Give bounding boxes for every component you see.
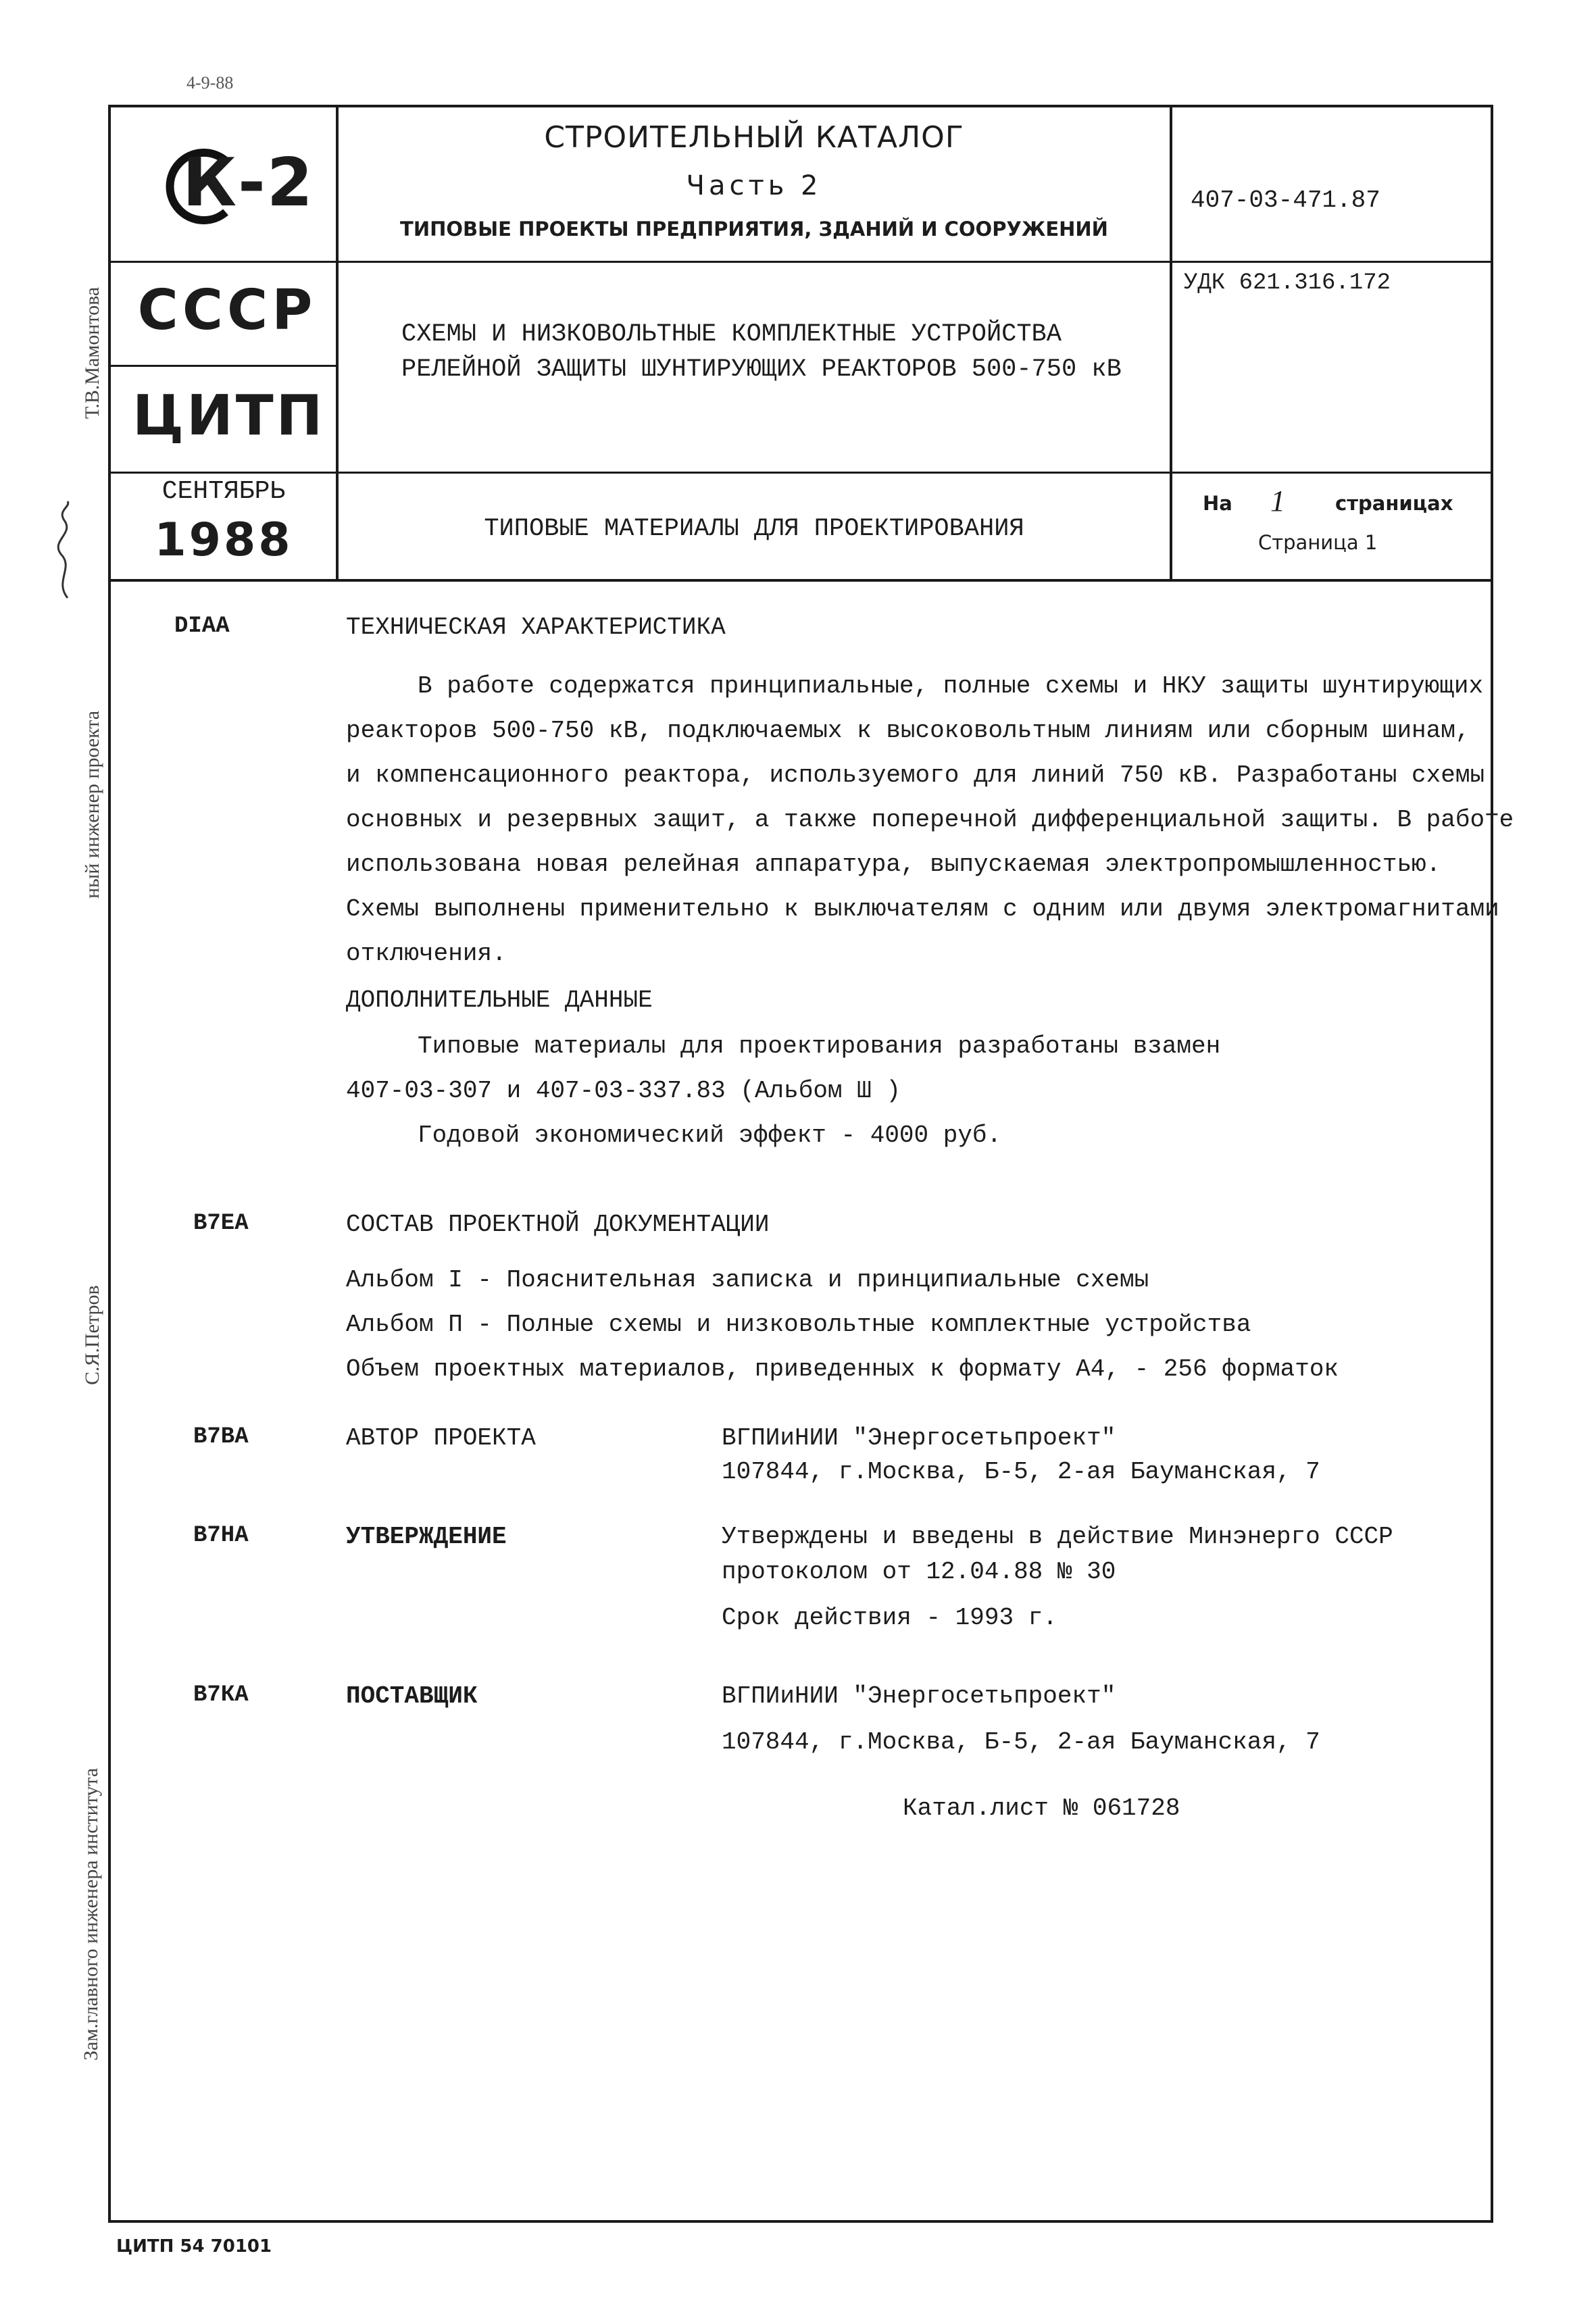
footer-code: ЦИТП 54 70101 xyxy=(116,2236,272,2257)
author-code: В7ВА xyxy=(193,1424,249,1450)
margin-note-top: Т.В.Мамонтова xyxy=(81,286,103,419)
supplier-heading: ПОСТАВЩИК xyxy=(346,1682,478,1710)
doc-title-line2: РЕЛЕЙНОЙ ЗАЩИТЫ ШУНТИРУЮЩИХ РЕАКТОРОВ 500-750 кВ xyxy=(401,355,1122,384)
tech-line: и компенсационного реактора, используемого для линий 750 кВ. Разработаны схемы xyxy=(346,761,1485,789)
catalog-title: СТРОИТЕЛЬНЫЙ КАТАЛОГ xyxy=(544,120,964,155)
author-heading: АВТОР ПРОЕКТА xyxy=(346,1424,536,1452)
month: СЕНТЯБРЬ xyxy=(161,477,286,506)
part-label: Часть 2 xyxy=(686,170,822,201)
frame-left xyxy=(108,105,111,2223)
tech-code: DIAA xyxy=(174,613,230,639)
country: СССР xyxy=(137,278,317,343)
header-row-left xyxy=(108,365,338,367)
extra-line: 407-03-307 и 407-03-337.83 (Альбом Ш ) xyxy=(346,1077,901,1105)
header-col2 xyxy=(1170,105,1172,581)
tech-line: основных и резервных защит, а также поперечной дифференциальной защиты. В работе xyxy=(346,806,1514,834)
approval-code: В7НА xyxy=(193,1523,249,1549)
margin-note-mid2: С.Я.Петров xyxy=(81,1285,103,1385)
approval-line: Утверждены и введены в действие Минэнерго СССР xyxy=(722,1523,1393,1551)
logo-text: К-2 xyxy=(182,145,314,222)
pages-prefix: На xyxy=(1203,492,1232,515)
tech-heading: ТЕХНИЧЕСКАЯ ХАРАКТЕРИСТИКА xyxy=(346,613,726,641)
docs-heading: СОСТАВ ПРОЕКТНОЙ ДОКУМЕНТАЦИИ xyxy=(346,1211,770,1238)
top-note: 4-9-88 xyxy=(186,73,234,93)
extra-line: Типовые материалы для проектирования разработаны взамен xyxy=(418,1032,1221,1060)
logo xyxy=(161,143,314,231)
docs-line: Объем проектных материалов, приведенных к формату А4, - 256 форматок xyxy=(346,1355,1339,1383)
extra-heading: ДОПОЛНИТЕЛЬНЫЕ ДАННЫЕ xyxy=(346,986,653,1014)
header-row1 xyxy=(108,261,1493,263)
margin-note-mid: ный инженер проекта xyxy=(81,710,103,899)
author-line: ВГПИиНИИ "Энергосетьпроект" xyxy=(722,1424,1116,1452)
approval-validity: Срок действия - 1993 г. xyxy=(722,1604,1057,1632)
tech-line: использована новая релейная аппаратура, выпускаемая электропромышленностью. xyxy=(346,851,1441,878)
approval-line: протоколом от 12.04.88 № 30 xyxy=(722,1558,1116,1586)
supplier-line: ВГПИиНИИ "Энергосетьпроект" xyxy=(722,1682,1116,1710)
header-row2 xyxy=(108,472,1493,474)
material-type: ТИПОВЫЕ МАТЕРИАЛЫ ДЛЯ ПРОЕКТИРОВАНИЯ xyxy=(484,515,1024,543)
pages-count: 1 xyxy=(1270,484,1285,518)
frame-right xyxy=(1491,105,1493,2223)
part-subtitle: ТИПОВЫЕ ПРОЕКТЫ ПРЕДПРИЯТИЯ, ЗДАНИЙ И СООРУЖЕНИЙ xyxy=(400,218,1108,241)
page-label: Страница 1 xyxy=(1258,531,1378,554)
frame-top xyxy=(108,105,1493,107)
doc-number: 407-03-471.87 xyxy=(1191,186,1380,214)
tech-line: реакторов 500-750 кВ, подключаемых к высоковольтным линиям или сборным шинам, xyxy=(346,717,1470,745)
signature-scribble xyxy=(47,500,81,601)
docs-line: Альбом I - Пояснительная записка и принципиальные схемы xyxy=(346,1266,1149,1294)
author-line: 107844, г.Москва, Б-5, 2-ая Бауманская, 7 xyxy=(722,1458,1320,1486)
margin-note-bottom: Зам.главного инженера института xyxy=(80,1767,102,2061)
header-bottom xyxy=(108,579,1493,582)
supplier-line: 107844, г.Москва, Б-5, 2-ая Бауманская, 7 xyxy=(722,1728,1320,1756)
extra-line: Годовой экономический эффект - 4000 руб. xyxy=(418,1122,1002,1149)
year: 1988 xyxy=(154,513,293,567)
pages-suffix: страницах xyxy=(1335,492,1453,515)
catalog-sheet-number: Катал.лист № 061728 xyxy=(903,1794,1180,1822)
docs-code: В7ЕА xyxy=(193,1211,249,1236)
docs-line: Альбом П - Полные схемы и низковольтные комплектные устройства xyxy=(346,1311,1251,1338)
frame-bottom xyxy=(108,2220,1493,2223)
doc-title-line1: СХЕМЫ И НИЗКОВОЛЬТНЫЕ КОМПЛЕКТНЫЕ УСТРОЙСТВА xyxy=(401,320,1062,349)
org: ЦИТП xyxy=(132,384,326,448)
approval-heading: УТВЕРЖДЕНИЕ xyxy=(346,1523,507,1551)
tech-line: В работе содержатся принципиальные, полные схемы и НКУ защиты шунтирующих xyxy=(418,672,1484,700)
tech-line: Схемы выполнены применительно к выключателям с одним или двумя электромагнитами xyxy=(346,895,1499,923)
supplier-code: В7КА xyxy=(193,1682,249,1708)
udk: УДК 621.316.172 xyxy=(1184,270,1391,296)
tech-line: отключения. xyxy=(346,940,507,967)
signature-mark xyxy=(47,500,81,601)
